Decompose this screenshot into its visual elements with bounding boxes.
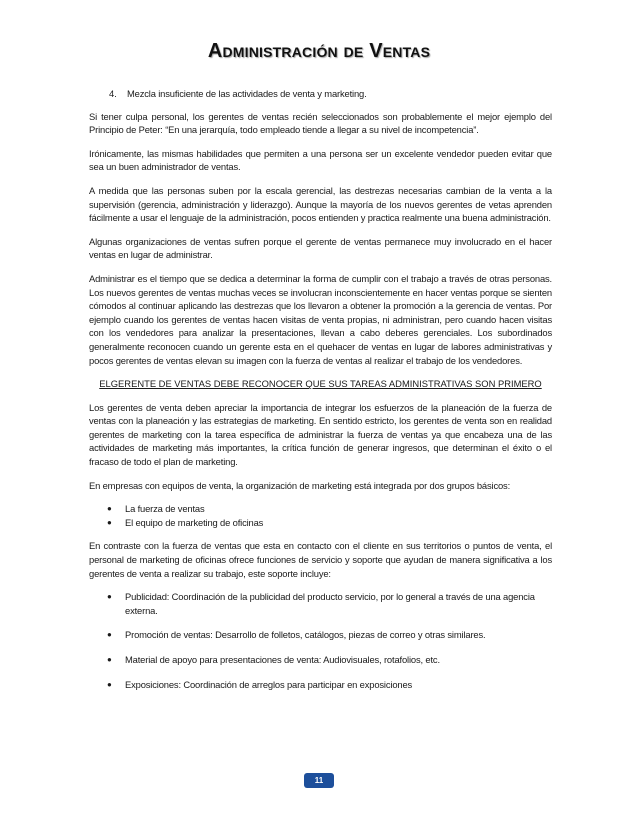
page-title: Administración de Ventas	[207, 40, 431, 62]
page-content	[89, 87, 552, 701]
list-item	[89, 502, 552, 516]
bullet-icon: ●	[107, 679, 112, 689]
paragraph-irony: Irónicamente, las mismas habilidades que permiten a una persona ser un excelente vendedor pueden evitar que sea un buen administrador de ventas.	[89, 147, 552, 173]
bullet-icon: ●	[107, 504, 112, 514]
list-item	[89, 628, 552, 642]
list-item-text: El equipo de marketing de oficinas	[125, 516, 264, 528]
paragraph-involvement: Algunas organizaciones de ventas sufren porque el gerente de ventas permanece muy involucrado en el hacer ventas en lugar de administrar.	[89, 235, 552, 261]
list-item-text: Mezcla insuficiente de las actividades de venta y marketing.	[127, 88, 367, 99]
bullet-icon: ●	[107, 592, 112, 602]
list-item-text: Publicidad: Coordinación de la publicidad del producto servicio, por lo general a través de una agencia externa.	[125, 591, 535, 616]
list-item-text: Exposiciones: Coordinación de arreglos para participar en exposiciones	[125, 678, 413, 690]
list-item	[89, 516, 552, 530]
groups-list	[89, 502, 552, 529]
bullet-icon: ●	[107, 655, 112, 664]
support-list	[89, 590, 552, 691]
list-item-text: Promoción de ventas: Desarrollo de folletos, catálogos, piezas de correo y otras similares.	[125, 629, 486, 641]
paragraph-support: En contraste con la fuerza de ventas que esta en contacto con el cliente en sus territorios o puntos de venta, el personal de marketing de oficinas ofrece funciones de servicio y soporte que ayudan de manera significativa a los gerentes de venta a realizar su trabajo, este soporte incluye:	[89, 540, 552, 579]
paragraph-groups-intro: En empresas con equipos de venta, la organización de marketing está integrada por dos grupos básicos:	[89, 479, 511, 491]
section-heading: ELGERENTE DE VENTAS DEBE RECONOCER QUE SUS TAREAS ADMINISTRATIVAS SON PRIMERO	[99, 378, 542, 390]
bullet-icon: ●	[107, 630, 112, 640]
list-item	[89, 678, 552, 692]
paragraph-peter-principle: Si tener culpa personal, los gerentes de ventas recién seleccionados son probablemente el mejor ejemplo del Principio de Peter: “En una jerarquía, todo empleado tiende a llegar a su nivel de incompetencia”.	[89, 110, 552, 136]
list-item-text: Material de apoyo para presentaciones de venta: Audiovisuales, rotafolios, etc.	[125, 654, 440, 665]
list-item	[89, 590, 552, 617]
paragraph-administering: Administrar es el tiempo que se dedica a determinar la forma de cumplir con el trabajo a través de otras personas. Los nuevos gerentes de ventas muchas veces se involucran inconscientemente en hacer ventas porque se sienten cómodos al continuar aplicando las destrezas que los llevaron a obtener la promoción a la gerencia de ventas. Por ejemplo cuando los gerentes de ventas hacen visitas de venta propias, ni administran, pero cuando hacen visitas con los vendedores para analizar la presentaciones, llevan a cabo deberes gerenciales. Los subordinados generalmente reconocen cuando un gerente esta en el quehacer de ventas en lugar de labores administrativas y pocos gerentes de ventas elevan su imagen con la fuerza de ventas al realizar el trabajo de los vendedores.	[89, 272, 552, 366]
list-item-text: La fuerza de ventas	[125, 503, 205, 515]
list-item	[89, 653, 552, 667]
bullet-icon: ●	[107, 517, 112, 527]
page-number-badge: 11	[304, 773, 334, 788]
paragraph-integration: Los gerentes de venta deben apreciar la importancia de integrar los esfuerzos de la planeación de la fuerza de ventas con la planeación y las estrategias de marketing. En sentido estricto, los gerentes de venta son en realidad gerentes de marketing con la tarea específica de administrar la fuerza de ventas ya que encabeza una de las actividades de marketing más importantes, la crítica función de generar ingresos, que determinan el éxito o el fracaso de todo el plan de marketing.	[89, 401, 552, 468]
numbered-list-item	[89, 87, 552, 101]
list-number: 4.	[109, 88, 117, 99]
paragraph-management-skills: A medida que las personas suben por la escala gerencial, las destrezas necesarias cambian de la venta a la supervisión (gerencia, administración y liderazgo). Aunque la mayoría de los nuevos gerentes de vetas aprenden fácilmente a usar el lenguaje de la administración, pocos entienden y practica realmente una buena administración.	[89, 184, 552, 224]
